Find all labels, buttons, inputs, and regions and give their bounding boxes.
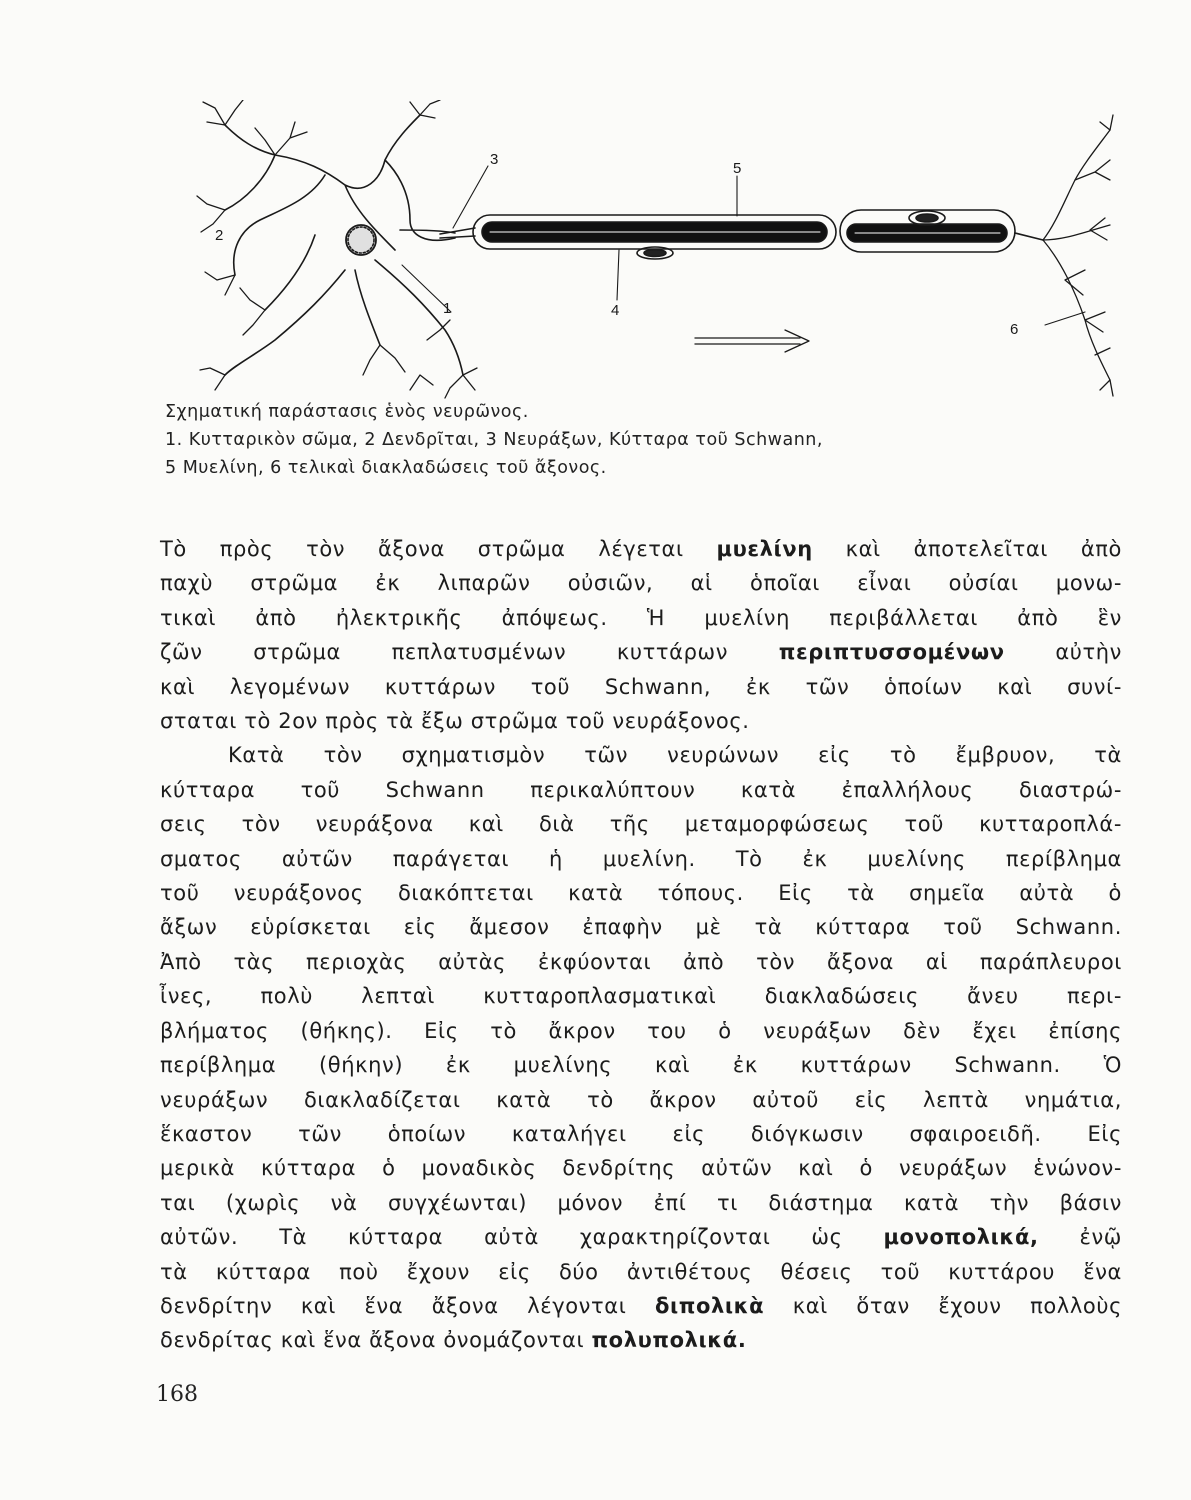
text-line: ται (χωρὶς νὰ συγχέωνται) μόνον ἐπί τι διάστημα κατὰ τὴν βάσιν bbox=[160, 1190, 1122, 1215]
body-text bbox=[160, 532, 1122, 1358]
caption-line: Σχηματική παράστασις ἑνὸς νευρῶνος. bbox=[165, 402, 529, 422]
caption-line: 5 Μυελίνη, 6 τελικαὶ διακλαδώσεις τοῦ ἄξονος. bbox=[165, 458, 607, 478]
text-line: κύτταρα τοῦ Schwann περικαλύπτουν κατὰ ἐπαλλήλους διαστρώ- bbox=[160, 777, 1122, 802]
text-line: δενδρίτην καὶ ἕνα ἄξονα λέγονται διπολικὰ καὶ ὅταν ἔχουν πολλοὺς bbox=[160, 1293, 1122, 1318]
page-number: 168 bbox=[156, 1382, 198, 1407]
text-line: ἕκαστον τῶν ὁποίων καταλήγει εἰς διόγκωσιν σφαιροειδῆ. Εἰς bbox=[160, 1121, 1122, 1146]
figure-caption bbox=[165, 398, 1095, 482]
label-6: 6 bbox=[1010, 321, 1019, 338]
conduction-arrow bbox=[695, 330, 809, 352]
text-line: νευράξων διακλαδίζεται κατὰ τὸ ἄκρον αὐτοῦ εἰς λεπτὰ νημάτια, bbox=[160, 1087, 1122, 1112]
label-2: 2 bbox=[215, 227, 224, 244]
bold-term: μονοπολικά, bbox=[883, 1225, 1039, 1250]
dendrites bbox=[197, 100, 477, 398]
text-line: Τὸ πρὸς τὸν ἄξονα στρῶμα λέγεται μυελίνη καὶ ἀποτελεῖται ἀπὸ bbox=[160, 537, 1122, 561]
label-1: 1 bbox=[443, 300, 452, 317]
text-line: σταται τὸ 2ον πρὸς τὰ ἔξω στρῶμα τοῦ νευράξονος. bbox=[160, 709, 750, 734]
caption-line: 1. Κυτταρικὸν σῶμα, 2 Δενδρῖται, 3 Νευράξων, Κύτταρα τοῦ Schwann, bbox=[165, 430, 823, 450]
text-line: τικαὶ ἀπὸ ἠλεκτρικῆς ἀπόψεως. Ἡ μυελίνη περιβάλλεται ἀπὸ ἓν bbox=[160, 605, 1122, 630]
label-5: 5 bbox=[733, 160, 742, 177]
text-line: σματος αὐτῶν παράγεται ἡ μυελίνη. Τὸ ἐκ μυελίνης περίβλημα bbox=[160, 846, 1122, 871]
text-line: Κατὰ τὸν σχηματισμὸν τῶν νευρώνων εἰς τὸ ἔμβρυον, τὰ bbox=[228, 743, 1122, 768]
cell-body bbox=[225, 115, 463, 375]
text-line: Ἀπὸ τὰς περιοχὰς αὐτὰς ἐκφύονται ἀπὸ τὸν ἄξονα αἱ παράπλευροι bbox=[160, 949, 1122, 974]
text-line: παχὺ στρῶμα ἐκ λιπαρῶν οὐσιῶν, αἱ ὁποῖαι εἶναι οὐσίαι μονω- bbox=[160, 571, 1122, 596]
bold-term: περιπτυσσομένων bbox=[778, 640, 1005, 665]
text-line: μερικὰ κύτταρα ὁ μοναδικὸς δενδρίτης αὐτῶν καὶ ὁ νευράξων ἑνώνον- bbox=[160, 1156, 1122, 1181]
neuron-diagram bbox=[195, 100, 1115, 400]
text-line: βλήματος (θήκης). Εἰς τὸ ἄκρον του ὁ νευράξων δὲν ἔχει ἐπίσης bbox=[160, 1018, 1122, 1043]
text-line: τοῦ νευράξονος διακόπτεται κατὰ τόπους. Εἰς τὰ σημεῖα αὐτὰ ὁ bbox=[160, 881, 1122, 906]
text-line: ἄξων εὑρίσκεται εἰς ἄμεσον ἐπαφὴν μὲ τὰ κύτταρα τοῦ Schwann. bbox=[160, 915, 1122, 940]
text-line: δενδρίτας καὶ ἕνα ἄξονα ὀνομάζονται πολυπολικά. bbox=[160, 1328, 747, 1353]
axon bbox=[440, 210, 1043, 259]
terminal-branches bbox=[1043, 115, 1113, 396]
text-line: καὶ λεγομένων κυττάρων τοῦ Schwann, ἐκ τῶν ὁποίων καὶ συνί- bbox=[160, 674, 1122, 699]
text-line: ἶνες, πολὺ λεπταὶ κυτταροπλασματικαὶ διακλαδώσεις ἄνευ περι- bbox=[160, 984, 1122, 1009]
text-line: αὐτῶν. Τὰ κύτταρα αὐτὰ χαρακτηρίζονται ὡς μονοπολικά, ἐνῷ bbox=[160, 1225, 1122, 1250]
text-line: σεις τὸν νευράξονα καὶ διὰ τῆς μεταμορφώσεως τοῦ κυτταροπλά- bbox=[160, 812, 1122, 837]
bold-term: διπολικὰ bbox=[654, 1293, 765, 1318]
label-4: 4 bbox=[611, 302, 620, 319]
text-line: ζῶν στρῶμα πεπλατυσμένων κυττάρων περιπτυσσομένων αὐτὴν bbox=[160, 640, 1123, 665]
text-line: τὰ κύτταρα ποὺ ἔχουν εἰς δύο ἀντιθέτους θέσεις τοῦ κυττάρου ἕνα bbox=[160, 1259, 1122, 1284]
pointer-lines bbox=[402, 166, 1085, 325]
bold-term: μυελίνη bbox=[716, 537, 813, 561]
bold-term: πολυπολικά. bbox=[591, 1328, 747, 1353]
text-line: περίβλημα (θήκην) ἐκ μυελίνης καὶ ἐκ κυττάρων Schwann. Ὁ bbox=[160, 1053, 1122, 1078]
label-3: 3 bbox=[490, 151, 499, 168]
